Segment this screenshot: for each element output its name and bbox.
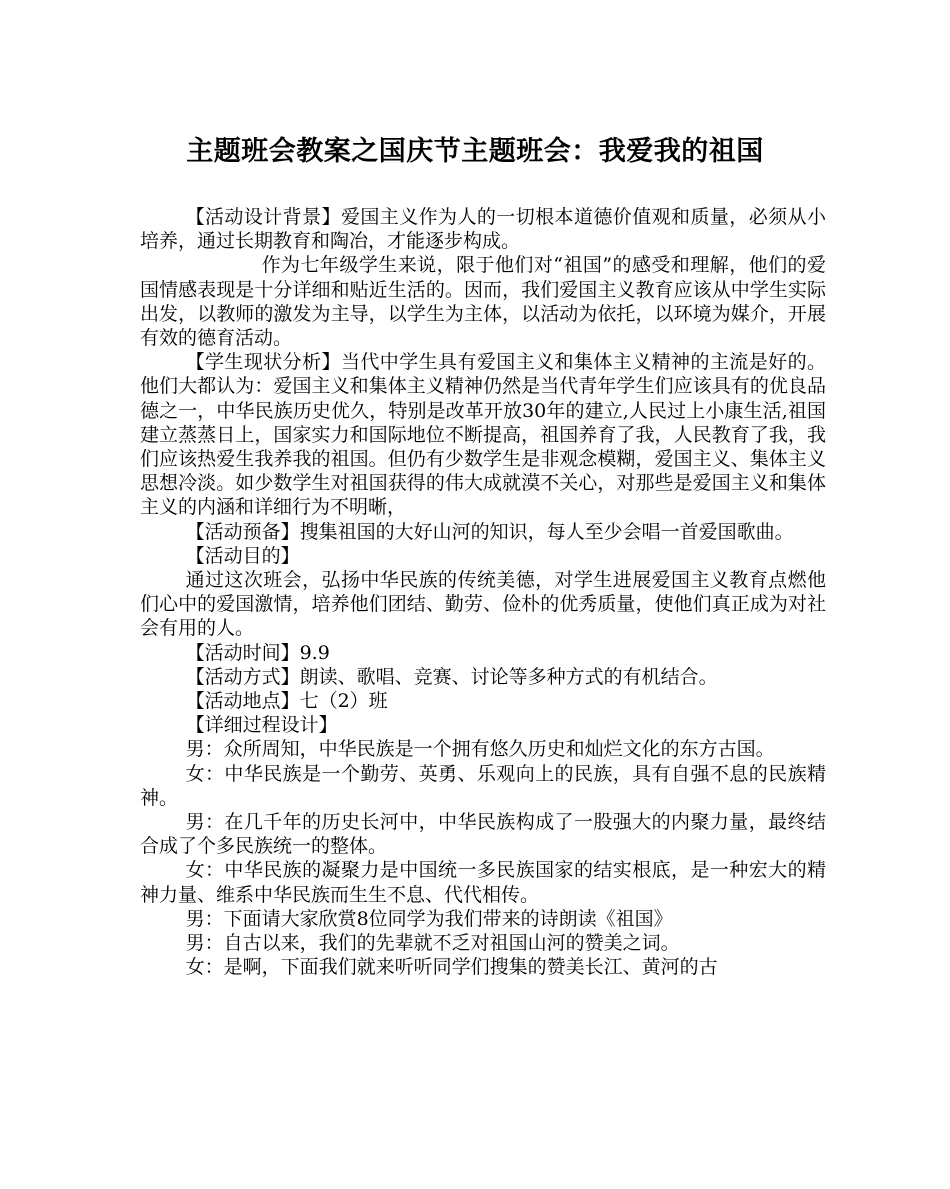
dialogue-line: 男：自古以来，我们的先辈就不乏对祖国山河的赞美之词。 (185, 932, 680, 955)
document-body (140, 205, 826, 980)
paragraph-grade-context: 作为七年级学生来说，限于他们对“祖国”的感受和理解，他们的爱国情感表现是十分详细和贴近生活的。因而，我们爱国主义教育应该从中学生实际出发，以教师的激发为主导，以学生为主体，以活动为依托，以环境为媒介，开展有效的德育活动。 (140, 254, 826, 350)
paragraph-process-heading: 【详细过程设计】 (185, 714, 338, 737)
dialogue-line: 男：在几千年的历史长河中，中华民族构成了一股强大的内聚力量，最终结合成了个多民族统一的整体。 (140, 811, 826, 858)
dialogue-line: 男：众所周知，中华民族是一个拥有悠久历史和灿烂文化的东方古国。 (185, 738, 775, 761)
paragraph-time: 【活动时间】9.9 (185, 641, 330, 664)
dialogue-line: 男：下面请大家欣赏8位同学为我们带来的诗朗读《祖国》 (185, 907, 673, 930)
paragraph-student-analysis: 【学生现状分析】当代中学生具有爱国主义和集体主义精神的主流是好的。他们大都认为：爱国主义和集体主义精神仍然是当代青年学生们应该具有的优良品德之一，中华民族历史优久，特别是改革开放30年的建立,人民过上小康生活,祖国建立蒸蒸日上，国家实力和国际地位不断提高，祖国养育了我，人民教育了我，我们应该热爱生我养我的祖国。但仍有少数学生是非观念模糊，爱国主义、集体主义思想冷淡。如少数学生对祖国获得的伟大成就漠不关心，对那些是爱国主义和集体主义的内涵和详细行为不明晰， (140, 351, 826, 519)
document-title: 主题班会教案之国庆节主题班会：我爱我的祖国 (186, 136, 764, 167)
dialogue-line: 女：中华民族的凝聚力是中国统一多民族国家的结实根底，是一种宏大的精神力量、维系中华民族而生生不息、代代相传。 (140, 859, 826, 906)
dialogue-line: 女：是啊，下面我们就来听听同学们搜集的赞美长江、黄河的古 (185, 956, 718, 979)
paragraph-background: 【活动设计背景】爱国主义作为人的一切根本道德价值观和质量，必须从小培养，通过长期教育和陶冶，才能逐步构成。 (140, 206, 826, 253)
paragraph-preparation: 【活动预备】搜集祖国的大好山河的知识，每人至少会唱一首爱国歌曲。 (185, 520, 794, 543)
paragraph-method: 【活动方式】朗读、歌唱、竞赛、讨论等多种方式的有机结合。 (185, 665, 718, 688)
paragraph-purpose-heading: 【活动目的】 (185, 544, 300, 567)
dialogue-line: 女：中华民族是一个勤劳、英勇、乐观向上的民族，具有自强不息的民族精神。 (140, 762, 826, 809)
paragraph-location: 【活动地点】七（2）班 (185, 690, 388, 713)
paragraph-purpose: 通过这次班会，弘扬中华民族的传统美德，对学生进展爱国主义教育点燃他们心中的爱国激情，培养他们团结、勤劳、俭朴的优秀质量，使他们真正成为对社会有用的人。 (140, 569, 826, 640)
